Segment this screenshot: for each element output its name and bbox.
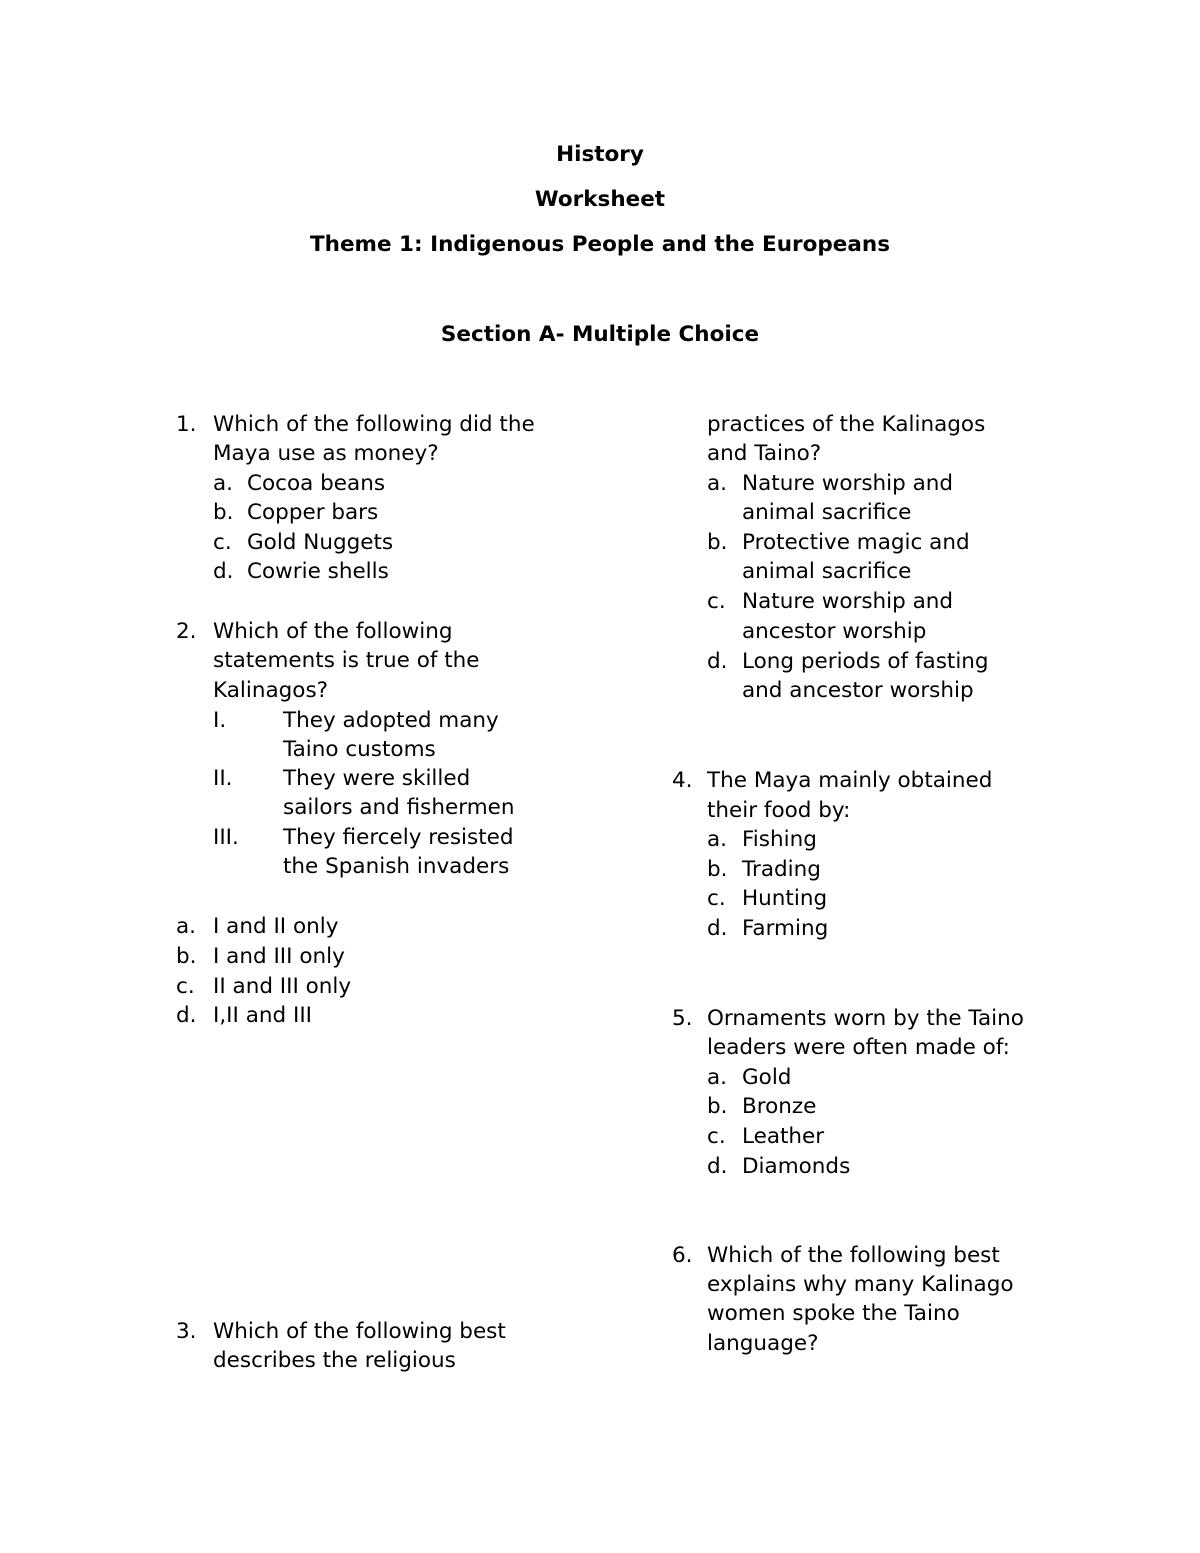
question-text: and Taino? — [707, 441, 822, 466]
option-text: Bronze — [742, 1094, 817, 1119]
statement-text: sailors and fishermen — [283, 795, 515, 820]
question-text: Maya use as money? — [213, 441, 439, 466]
option-letter: d. — [707, 1154, 728, 1179]
option-text: Protective magic and — [742, 530, 970, 555]
statement-text: They fiercely resisted — [283, 825, 514, 850]
option-letter: a. — [707, 471, 728, 496]
option-text: Gold Nuggets — [247, 530, 394, 555]
option-text: Trading — [742, 857, 821, 882]
option-letter: b. — [707, 857, 728, 882]
question-number: 5. — [672, 1006, 693, 1031]
option-letter: c. — [707, 886, 726, 911]
question-text: Kalinagos? — [213, 678, 329, 703]
question-text: Which of the following best — [213, 1319, 506, 1344]
statement-text: the Spanish invaders — [283, 854, 510, 879]
option-letter: a. — [707, 827, 728, 852]
option-letter: c. — [707, 589, 726, 614]
option-text: I,II and III — [213, 1003, 312, 1028]
question-text: Ornaments worn by the Taino — [707, 1006, 1024, 1031]
option-text: ancestor worship — [742, 619, 927, 644]
option-letter: b. — [213, 500, 234, 525]
option-text: animal sacrifice — [742, 559, 912, 584]
option-letter: a. — [213, 471, 234, 496]
option-text: Leather — [742, 1124, 825, 1149]
option-text: Hunting — [742, 886, 828, 911]
question-text: leaders were often made of: — [707, 1035, 1010, 1060]
question-number: 1. — [176, 412, 197, 437]
question-number: 3. — [176, 1319, 197, 1344]
option-letter: d. — [707, 916, 728, 941]
option-letter: b. — [176, 944, 197, 969]
statement-numeral: II. — [213, 766, 233, 791]
section-heading: Section A- Multiple Choice — [440, 322, 760, 347]
question-number: 2. — [176, 619, 197, 644]
option-text: I and III only — [213, 944, 345, 969]
document-subtitle: Worksheet — [534, 187, 666, 212]
question-text: Which of the following best — [707, 1243, 1000, 1268]
option-letter: c. — [176, 974, 195, 999]
option-letter: c. — [213, 530, 232, 555]
question-text: Which of the following — [213, 619, 453, 644]
option-letter: d. — [707, 649, 728, 674]
option-text: Gold — [742, 1065, 792, 1090]
option-letter: a. — [707, 1065, 728, 1090]
question-number: 4. — [672, 768, 693, 793]
option-text: Fishing — [742, 827, 817, 852]
option-text: Long periods of fasting — [742, 649, 989, 674]
option-text: Copper bars — [247, 500, 379, 525]
question-text: language? — [707, 1331, 819, 1356]
question-text: describes the religious — [213, 1348, 456, 1373]
option-text: Cocoa beans — [247, 471, 386, 496]
statement-text: Taino customs — [283, 737, 436, 762]
option-text: Cowrie shells — [247, 559, 389, 584]
question-number: 6. — [672, 1243, 693, 1268]
statement-text: They were skilled — [283, 766, 471, 791]
option-letter: b. — [707, 530, 728, 555]
option-letter: c. — [707, 1124, 726, 1149]
statement-numeral: III. — [213, 825, 239, 850]
question-text: practices of the Kalinagos — [707, 412, 986, 437]
question-text: The Maya mainly obtained — [707, 768, 993, 793]
statement-numeral: I. — [213, 708, 227, 733]
option-letter: d. — [213, 559, 234, 584]
option-text: Nature worship and — [742, 471, 954, 496]
option-text: Farming — [742, 916, 829, 941]
question-text: Which of the following did the — [213, 412, 535, 437]
theme-heading: Theme 1: Indigenous People and the Europeans — [310, 232, 890, 257]
option-text: Nature worship and — [742, 589, 954, 614]
option-text: animal sacrifice — [742, 500, 912, 525]
option-text: Diamonds — [742, 1154, 851, 1179]
question-text: women spoke the Taino — [707, 1301, 960, 1326]
option-text: I and II only — [213, 914, 339, 939]
option-text: and ancestor worship — [742, 678, 974, 703]
option-text: II and III only — [213, 974, 352, 999]
question-text: their food by: — [707, 798, 851, 823]
document-title: History — [556, 142, 644, 167]
option-letter: a. — [176, 914, 197, 939]
statement-text: They adopted many — [283, 708, 499, 733]
option-letter: d. — [176, 1003, 197, 1028]
option-letter: b. — [707, 1094, 728, 1119]
question-text: statements is true of the — [213, 648, 480, 673]
question-text: explains why many Kalinago — [707, 1272, 1014, 1297]
